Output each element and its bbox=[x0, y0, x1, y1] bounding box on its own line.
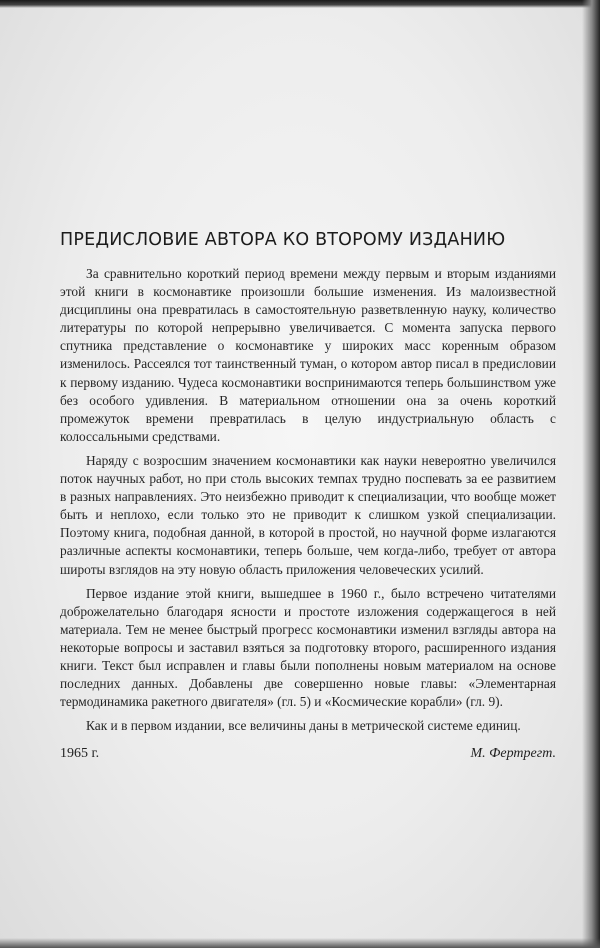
preface-date: 1965 г. bbox=[60, 746, 100, 761]
paragraph-3: Первое издание этой книги, вышедшее в 1960 г., было встречено читателями доброжелательно благодаря ясности и простоте изложения содержащегося в ней материала. Тем не менее быстрый прогресс космонавтики изменил взгляды автора на некоторые вопросы и заставил взяться за подготовку второго, расширенного издания книги. Текст был исправлен и главы были пополнены новым материалом на основе последних данных. Добавлены две совершенно новые главы: «Элементарная термодинамика ракетного двигателя» (гл. 5) и «Космические корабли» (гл. 9). bbox=[60, 585, 556, 710]
paragraph-2: Наряду с возросшим значением космонавтики как науки невероятно увеличился поток научных работ, но при столь высоких темпах трудно поспевать за ее развитием в разных направлениях. Это неизбежно приводит к специализации, что вообще может быть и неплохо, если только это не приводит к слишком узкой специализации. Поэтому книга, подобная данной, в которой в простой, но научной форме излагаются различные аспекты космонавтики, теперь больше, чем когда-либо, требует от автора широты взглядов на эту новую область приложения человеческих усилий. bbox=[60, 452, 556, 577]
page-right-shadow bbox=[582, 0, 600, 948]
page-bottom-shadow bbox=[0, 938, 600, 948]
preface-body bbox=[60, 265, 556, 741]
page-top-shadow bbox=[0, 0, 600, 8]
paragraph-1: За сравнительно короткий период времени между первым и вторым изданиями этой книги в космонавтике произошли большие изменения. Из малоизвестной дисциплины она превратилась в самостоятельную разветвленную науку, количество литературы по которой непрерывно увеличивается. С момента запуска первого спутника представление о космонавтике у широких масс коренным образом изменилось. Рассеялся тот таинственный туман, о котором автор писал в предисловии к первому изданию. Чудеса космонавтики воспринимаются теперь большинством уже без особого удивления. В материальном отношении она за очень короткий промежуток времени превратилась в целую индустриальную область с колоссальными средствами. bbox=[60, 266, 556, 444]
author-signature: М. Фертрегт. bbox=[470, 746, 556, 761]
paragraph-4: Как и в первом издании, все величины даны в метрической системе единиц. bbox=[86, 718, 521, 734]
page-title: ПРЕДИСЛОВИЕ АВТОРА КО ВТОРОМУ ИЗДАНИЮ bbox=[60, 230, 506, 250]
